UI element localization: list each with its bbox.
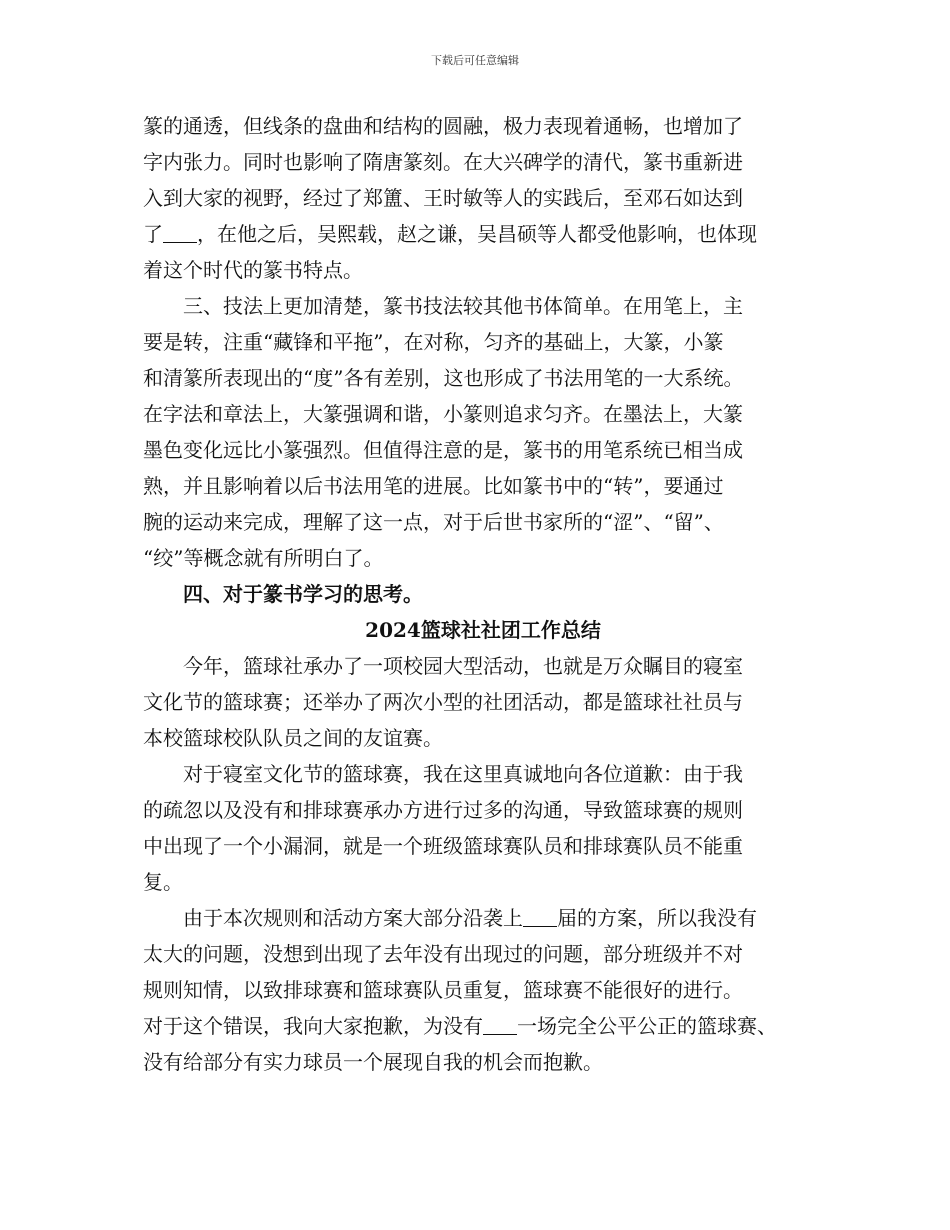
fill-blank bbox=[523, 904, 557, 927]
document-body bbox=[143, 108, 823, 1080]
text-segment: 对于这个错误，我向大家抱歉，为没有 bbox=[143, 1014, 483, 1038]
text-line: 对于寝室文化节的篮球赛，我在这里真诚地向各位道歉：由于我 bbox=[143, 762, 743, 786]
section-heading: 四、对于篆书学习的思考。 bbox=[143, 582, 423, 606]
paragraph-technique bbox=[143, 288, 823, 576]
text-line: 三、技法上更加清楚，篆书技法较其他书体简单。在用笔上，主 bbox=[143, 294, 743, 318]
fill-blank bbox=[483, 1012, 517, 1035]
text-line: 在字法和章法上，大篆强调和谐，小篆则追求匀齐。在墨法上，大篆 bbox=[143, 402, 743, 426]
fill-blank bbox=[163, 220, 197, 243]
paragraph-rules-issue bbox=[143, 900, 823, 1080]
text-segment: 届的方案，所以我没有 bbox=[557, 906, 757, 930]
text-line: 规则知情，以致排球赛和篮球赛队员重复，篮球赛不能很好的进行。 bbox=[143, 978, 743, 1002]
text-line: “绞”等概念就有所明白了。 bbox=[143, 546, 384, 570]
text-line: 中出现了一个小漏洞，就是一个班级篮球赛队员和排球赛队员不能重 bbox=[143, 834, 743, 858]
text-line: 入到大家的视野，经过了郑簠、王时敏等人的实践后，至邓石如达到 bbox=[143, 186, 743, 210]
text-line: 复。 bbox=[143, 870, 183, 894]
document-title: 2024篮球社社团工作总结 bbox=[365, 618, 601, 642]
page-header: 下载后可任意编辑 bbox=[431, 54, 519, 67]
text-line: 篆的通透，但线条的盘曲和结构的圆融，极力表现着通畅，也增加了 bbox=[143, 114, 743, 138]
paragraph-seal-script-history bbox=[143, 108, 823, 288]
text-line: 腕的运动来完成，理解了这一点，对于后世书家所的“涩”、“留”、 bbox=[143, 510, 724, 534]
text-segment: ，在他之后，吴熙载，赵之谦，吴昌硕等人都受他影响，也体现 bbox=[197, 222, 757, 246]
text-line: 文化节的篮球赛；还举办了两次小型的社团活动，都是篮球社社员与 bbox=[143, 690, 743, 714]
text-line bbox=[143, 1008, 823, 1044]
text-line: 的疏忽以及没有和排球赛承办方进行过多的沟通，导致篮球赛的规则 bbox=[143, 798, 743, 822]
text-line: 本校篮球校队队员之间的友谊赛。 bbox=[143, 726, 443, 750]
text-segment: 一场完全公平公正的篮球赛、 bbox=[517, 1014, 777, 1038]
text-line: 没有给部分有实力球员一个展现自我的机会而抱歉。 bbox=[143, 1050, 603, 1074]
text-segment: 由于本次规则和活动方案大部分沿袭上 bbox=[143, 906, 523, 930]
text-line bbox=[143, 216, 823, 252]
text-line: 太大的问题，没想到出现了去年没有出现过的问题，部分班级并不对 bbox=[143, 942, 743, 966]
text-line: 熟，并且影响着以后书法用笔的进展。比如篆书中的“转”，要通过 bbox=[143, 474, 724, 498]
paragraph-activities bbox=[143, 648, 823, 756]
text-line bbox=[143, 900, 823, 936]
paragraph-apology bbox=[143, 756, 823, 900]
text-line: 着这个时代的篆书特点。 bbox=[143, 258, 363, 282]
text-segment: 了 bbox=[143, 222, 163, 246]
text-line: 要是转，注重“藏锋和平拖”，在对称，匀齐的基础上，大篆，小篆 bbox=[143, 330, 724, 354]
text-line: 字内张力。同时也影响了隋唐篆刻。在大兴碑学的清代，篆书重新进 bbox=[143, 150, 743, 174]
text-line: 今年，篮球社承办了一项校园大型活动，也就是万众瞩目的寝室 bbox=[143, 654, 743, 678]
text-line: 和清篆所表现出的“度”各有差别，这也形成了书法用笔的一大系统。 bbox=[143, 366, 744, 390]
text-line: 墨色变化远比小篆强烈。但值得注意的是，篆书的用笔系统已相当成 bbox=[143, 438, 743, 462]
